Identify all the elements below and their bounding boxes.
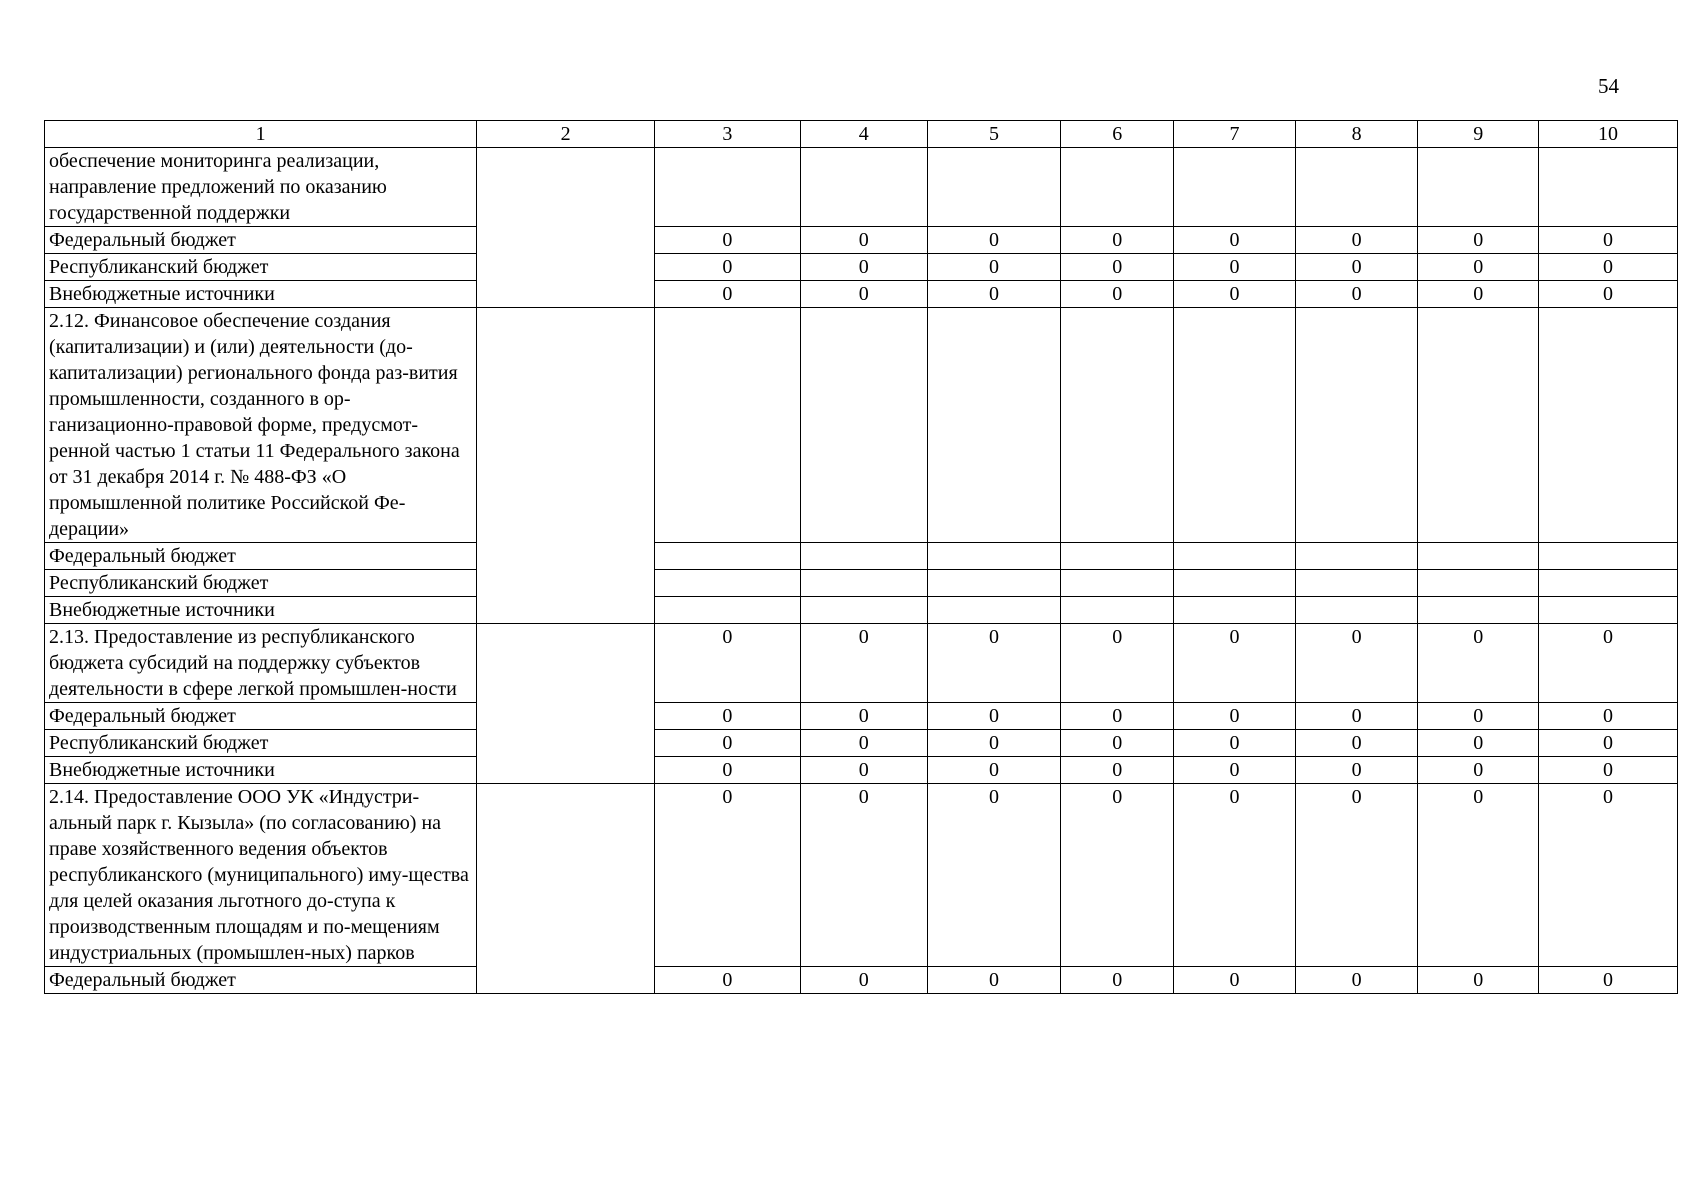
value-cell — [1174, 148, 1296, 227]
table-row — [45, 730, 1678, 757]
value-cell: 0 — [1174, 730, 1296, 757]
value-cell: 0 — [1174, 784, 1296, 967]
value-cell: 0 — [1295, 703, 1418, 730]
value-cell — [800, 148, 927, 227]
value-cell: 0 — [1418, 784, 1539, 967]
value-cell — [1538, 597, 1677, 624]
table-row — [45, 570, 1678, 597]
value-cell: 0 — [800, 730, 927, 757]
value-cell: 0 — [1061, 281, 1174, 308]
value-cell — [800, 308, 927, 543]
value-cell: 0 — [1418, 757, 1539, 784]
table-row — [45, 281, 1678, 308]
value-cell — [800, 570, 927, 597]
column-2-cell — [477, 308, 655, 624]
value-cell: 0 — [1061, 703, 1174, 730]
table-row — [45, 543, 1678, 570]
value-cell: 0 — [927, 624, 1061, 703]
value-cell: 0 — [1061, 254, 1174, 281]
table-row — [45, 597, 1678, 624]
table-row — [45, 308, 1678, 543]
value-cell: 0 — [655, 703, 800, 730]
value-cell — [1061, 543, 1174, 570]
value-cell: 0 — [1295, 757, 1418, 784]
value-cell: 0 — [1538, 254, 1677, 281]
value-cell: 0 — [1418, 967, 1539, 994]
value-cell: 0 — [655, 730, 800, 757]
value-cell: 0 — [1295, 784, 1418, 967]
value-cell — [655, 597, 800, 624]
row-label: 2.14. Предоставление ООО УК «Индустри-альный парк г. Кызыла» (по согласованию) на праве хозяйственного ведения объектов республиканского (муниципального) иму-щества для целей оказания льготного до-ступа к производственным площадям и по-мещениям индустриальных (промышлен-ных) парков — [45, 784, 477, 967]
value-cell: 0 — [1174, 254, 1296, 281]
table-row — [45, 254, 1678, 281]
row-label: обеспечение мониторинга реализации, направление предложений по оказанию государственной поддержки — [45, 148, 477, 227]
value-cell: 0 — [1418, 281, 1539, 308]
value-cell: 0 — [1538, 730, 1677, 757]
column-header: 5 — [927, 121, 1061, 148]
value-cell: 0 — [800, 757, 927, 784]
value-cell — [800, 597, 927, 624]
column-header: 1 — [45, 121, 477, 148]
value-cell: 0 — [1418, 254, 1539, 281]
value-cell: 0 — [655, 227, 800, 254]
column-header: 4 — [800, 121, 927, 148]
value-cell: 0 — [655, 757, 800, 784]
value-cell — [927, 597, 1061, 624]
value-cell: 0 — [927, 703, 1061, 730]
value-cell — [1295, 597, 1418, 624]
value-cell — [655, 308, 800, 543]
value-cell: 0 — [927, 967, 1061, 994]
value-cell: 0 — [1295, 227, 1418, 254]
value-cell — [1538, 543, 1677, 570]
value-cell: 0 — [1061, 967, 1174, 994]
column-2-cell — [477, 784, 655, 994]
value-cell — [1538, 148, 1677, 227]
value-cell: 0 — [927, 730, 1061, 757]
column-2-cell — [477, 148, 655, 308]
value-cell: 0 — [655, 784, 800, 967]
table-row — [45, 227, 1678, 254]
value-cell — [927, 148, 1061, 227]
value-cell: 0 — [800, 703, 927, 730]
value-cell — [1174, 543, 1296, 570]
value-cell: 0 — [1538, 784, 1677, 967]
value-cell: 0 — [1061, 784, 1174, 967]
value-cell: 0 — [1418, 730, 1539, 757]
value-cell: 0 — [1295, 624, 1418, 703]
value-cell — [927, 543, 1061, 570]
value-cell: 0 — [800, 784, 927, 967]
value-cell: 0 — [800, 227, 927, 254]
value-cell — [1418, 597, 1539, 624]
value-cell — [1538, 570, 1677, 597]
header-row — [45, 121, 1678, 148]
value-cell: 0 — [655, 281, 800, 308]
page-number: 54 — [1598, 74, 1619, 98]
row-label: Федеральный бюджет — [45, 967, 477, 994]
value-cell: 0 — [1418, 227, 1539, 254]
value-cell — [1418, 148, 1539, 227]
value-cell — [655, 543, 800, 570]
value-cell: 0 — [655, 254, 800, 281]
row-label: Внебюджетные источники — [45, 757, 477, 784]
row-label: Республиканский бюджет — [45, 254, 477, 281]
value-cell — [927, 308, 1061, 543]
value-cell: 0 — [1295, 730, 1418, 757]
row-label: 2.13. Предоставление из республиканского бюджета субсидий на поддержку субъектов деятельности в сфере легкой промышлен-ности — [45, 624, 477, 703]
value-cell: 0 — [927, 281, 1061, 308]
value-cell: 0 — [1538, 757, 1677, 784]
row-label: Внебюджетные источники — [45, 281, 477, 308]
table-row — [45, 784, 1678, 967]
value-cell: 0 — [927, 227, 1061, 254]
value-cell: 0 — [927, 254, 1061, 281]
value-cell: 0 — [800, 254, 927, 281]
column-header: 2 — [477, 121, 655, 148]
table-row — [45, 757, 1678, 784]
row-label: Республиканский бюджет — [45, 570, 477, 597]
value-cell — [1174, 570, 1296, 597]
row-label: Внебюджетные источники — [45, 597, 477, 624]
column-header: 10 — [1538, 121, 1677, 148]
value-cell: 0 — [1538, 967, 1677, 994]
value-cell — [1418, 543, 1539, 570]
value-cell: 0 — [800, 967, 927, 994]
value-cell — [1061, 597, 1174, 624]
value-cell — [1061, 148, 1174, 227]
value-cell — [1538, 308, 1677, 543]
value-cell — [1174, 308, 1296, 543]
value-cell — [800, 543, 927, 570]
table-row — [45, 703, 1678, 730]
value-cell: 0 — [1538, 624, 1677, 703]
value-cell — [1418, 570, 1539, 597]
value-cell: 0 — [1295, 254, 1418, 281]
row-label: Федеральный бюджет — [45, 543, 477, 570]
value-cell: 0 — [1174, 624, 1296, 703]
row-label: Федеральный бюджет — [45, 703, 477, 730]
value-cell: 0 — [1538, 281, 1677, 308]
budget-table — [44, 120, 1678, 994]
value-cell: 0 — [1174, 967, 1296, 994]
value-cell: 0 — [1174, 227, 1296, 254]
value-cell — [1418, 308, 1539, 543]
column-header: 9 — [1418, 121, 1539, 148]
column-header: 6 — [1061, 121, 1174, 148]
column-header: 8 — [1295, 121, 1418, 148]
value-cell: 0 — [800, 624, 927, 703]
value-cell: 0 — [1418, 703, 1539, 730]
value-cell: 0 — [1061, 757, 1174, 784]
value-cell: 0 — [927, 757, 1061, 784]
table-row — [45, 624, 1678, 703]
row-label: 2.12. Финансовое обеспечение создания (капитализации) и (или) деятельности (до-капитализации) регионального фонда раз-вития промышленности, созданного в ор-ганизационно-правовой форме, предусмот-ренной частью 1 статьи 11 Федерального закона от 31 декабря 2014 г. № 488-ФЗ «О промышленной политике Российской Фе-дерации» — [45, 308, 477, 543]
value-cell: 0 — [1418, 624, 1539, 703]
table-row — [45, 148, 1678, 227]
value-cell: 0 — [1174, 281, 1296, 308]
value-cell: 0 — [655, 624, 800, 703]
value-cell: 0 — [655, 967, 800, 994]
row-label: Федеральный бюджет — [45, 227, 477, 254]
value-cell — [655, 148, 800, 227]
column-header: 7 — [1174, 121, 1296, 148]
value-cell: 0 — [1061, 730, 1174, 757]
row-label: Республиканский бюджет — [45, 730, 477, 757]
value-cell — [1174, 597, 1296, 624]
value-cell: 0 — [1174, 703, 1296, 730]
column-header: 3 — [655, 121, 800, 148]
value-cell: 0 — [1295, 967, 1418, 994]
value-cell: 0 — [927, 784, 1061, 967]
value-cell — [1295, 148, 1418, 227]
value-cell — [1061, 308, 1174, 543]
column-2-cell — [477, 624, 655, 784]
value-cell: 0 — [1061, 227, 1174, 254]
value-cell — [1295, 543, 1418, 570]
value-cell: 0 — [1295, 281, 1418, 308]
value-cell — [1295, 308, 1418, 543]
value-cell: 0 — [1174, 757, 1296, 784]
value-cell: 0 — [1061, 624, 1174, 703]
value-cell: 0 — [800, 281, 927, 308]
value-cell — [1061, 570, 1174, 597]
value-cell — [927, 570, 1061, 597]
value-cell: 0 — [1538, 227, 1677, 254]
table-row — [45, 967, 1678, 994]
value-cell — [655, 570, 800, 597]
value-cell: 0 — [1538, 703, 1677, 730]
value-cell — [1295, 570, 1418, 597]
